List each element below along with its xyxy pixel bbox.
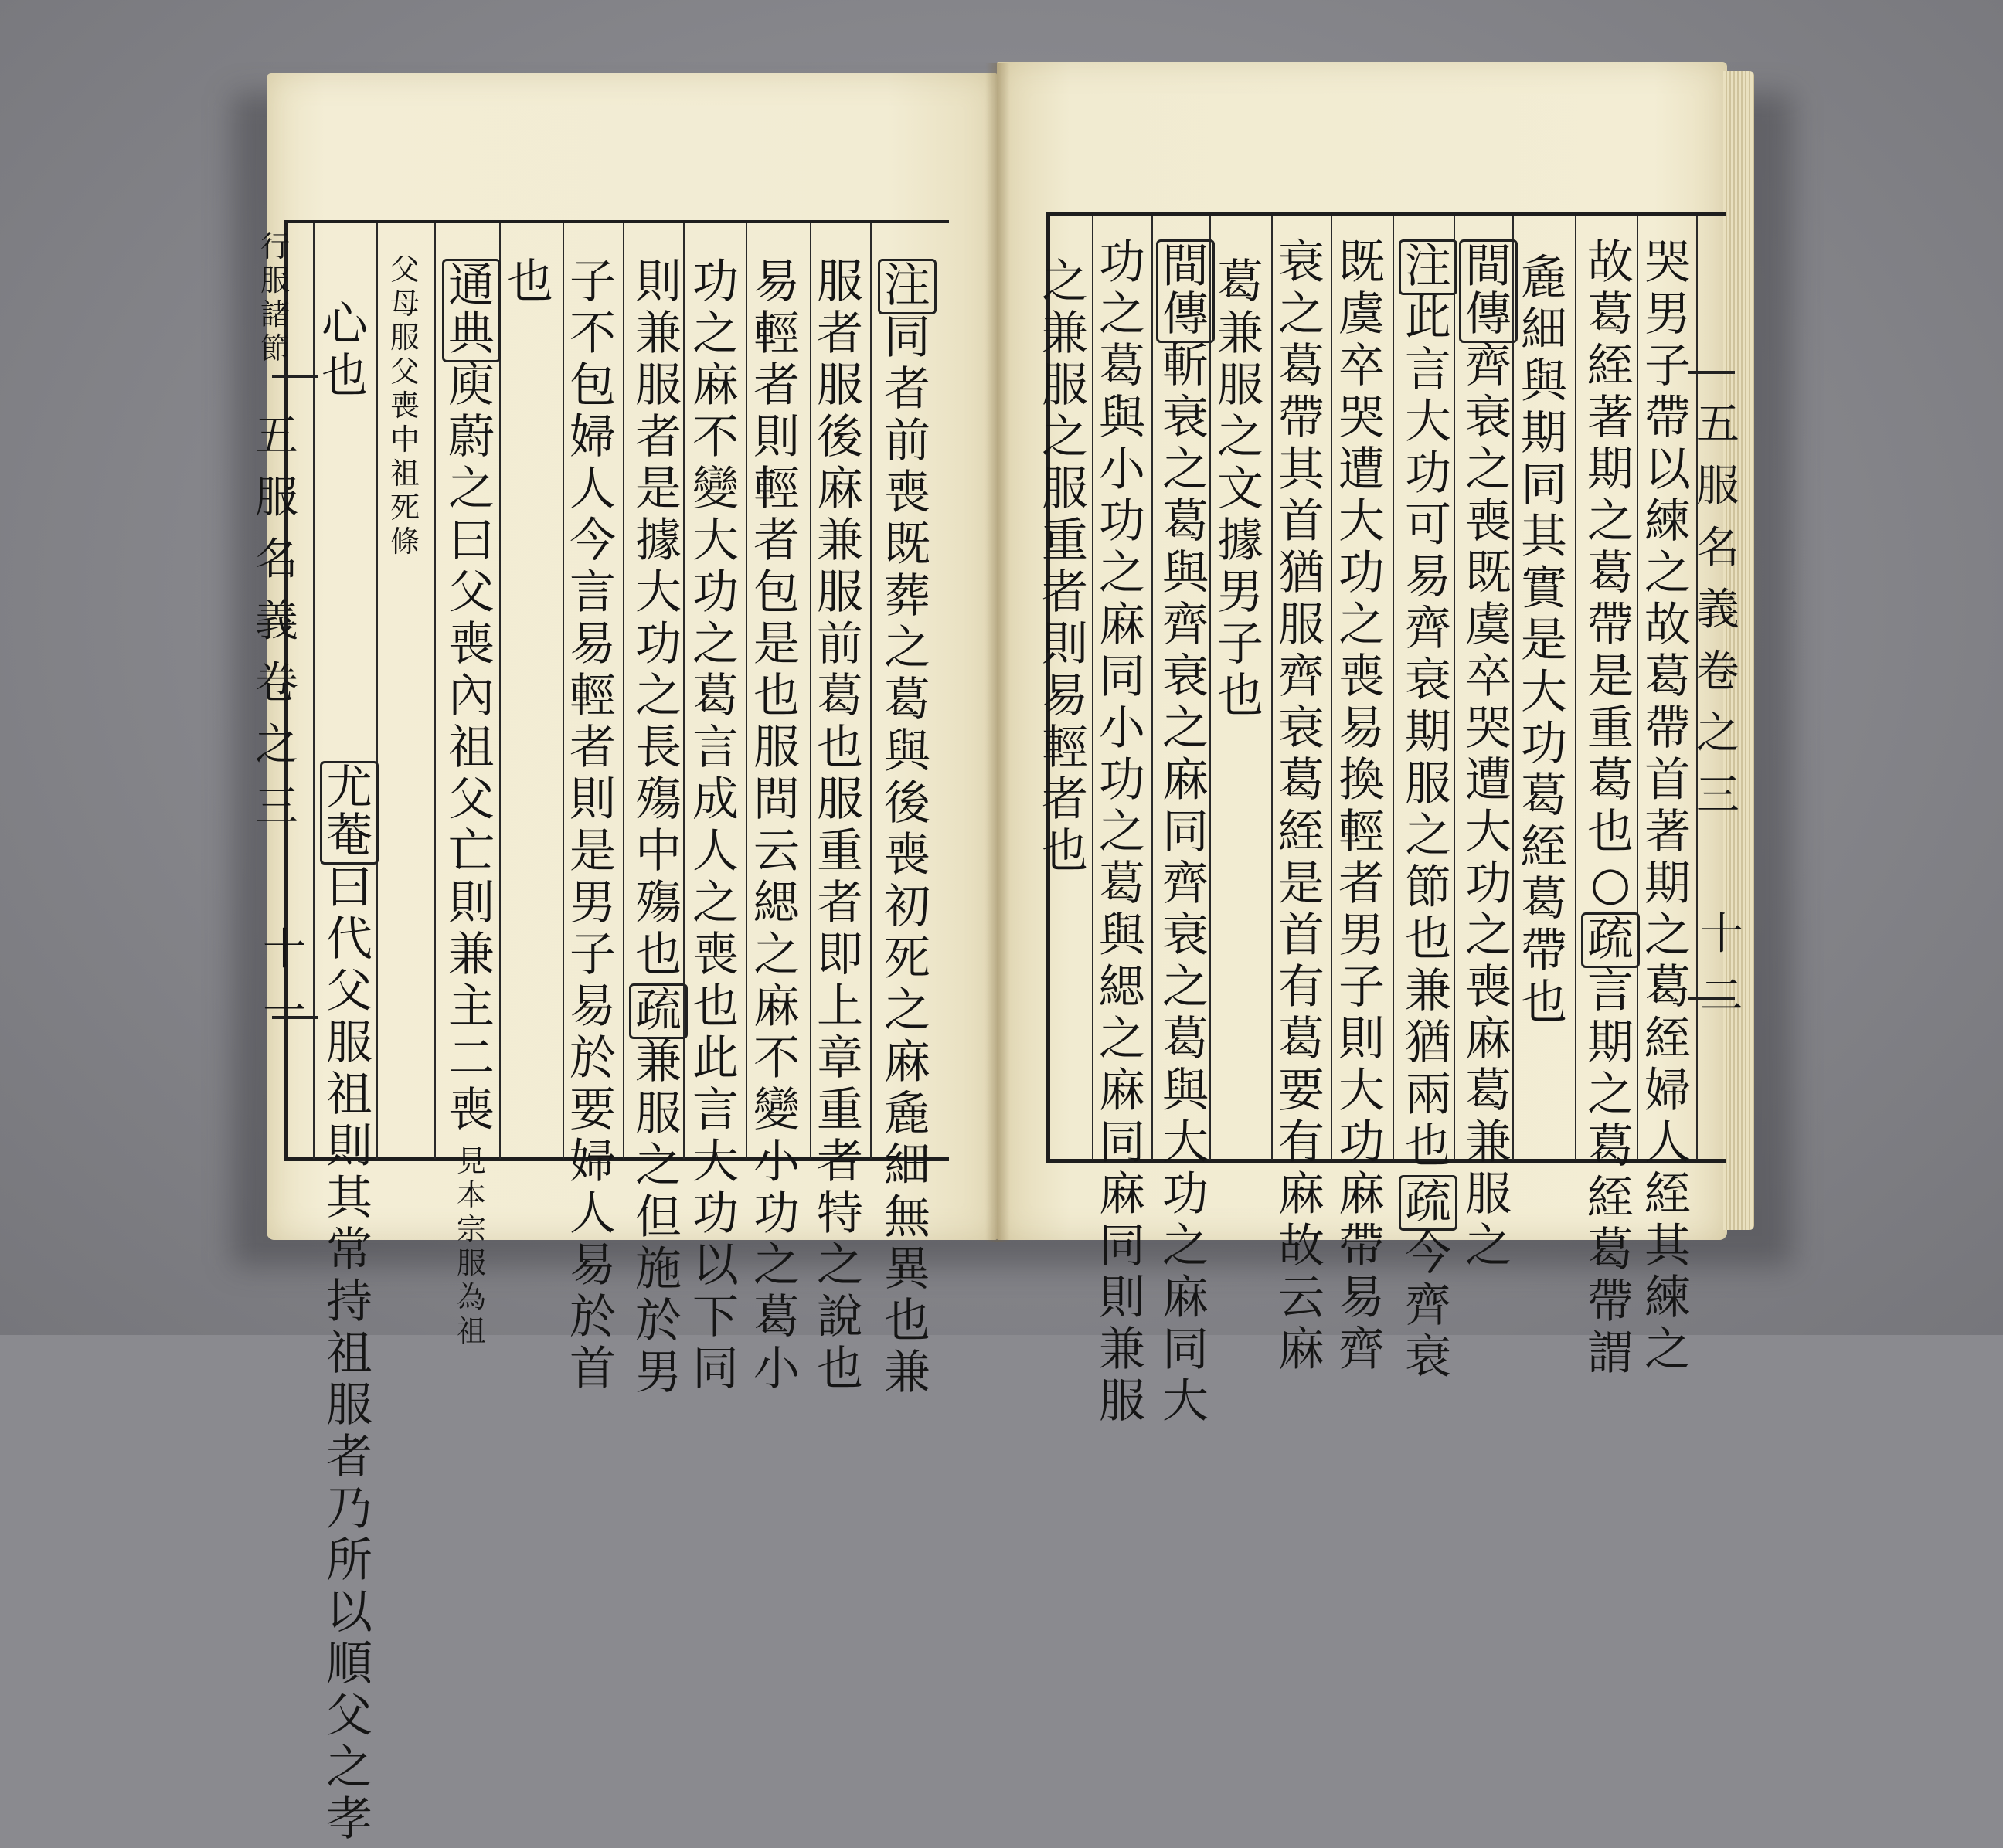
text-column: 注 同 者 前 喪 既 葬 之 葛 與 後 喪 初 死 之 麻 麁 細 無 異 也 兼 [878,259,937,1401]
text-column: 衰 之 葛 帶 其 首 猶 服 齊 衰 葛 絰 是 首 有 葛 要 有 麻 故 云 麻 [1278,236,1325,1377]
column-rule [1575,216,1576,1160]
text-column: 故 葛 絰 著 期 之 葛 帶 是 重 葛 也 ○ 疏 言 期 之 葛 絰 葛 帶 謂 [1581,239,1640,1382]
column-rule [623,223,624,1159]
book-gutter [985,63,1010,1242]
text-column: 間 傳 齊 衰 之 喪 既 虞 卒 哭 遭 大 功 之 喪 麻 葛 兼 服 之 [1459,239,1518,1275]
text-column: 既 虞 卒 哭 遭 大 功 之 喪 易 換 輕 者 男 子 則 大 功 麻 帶 易 齊 [1338,236,1385,1377]
left-margin-label: 行 服 諸 節 [260,229,290,365]
text-column: 間 傳 斬 衰 之 葛 與 齊 衰 之 麻 同 齊 衰 之 葛 與 大 功 之 麻 同 大 [1156,239,1215,1430]
inline-note: 見 本 宗 服 為 祖 [456,1144,486,1348]
annotation-tag: 尤 菴 [320,761,379,865]
right-fish-tail-top [1688,371,1735,374]
annotation-tag: 通 典 [442,259,501,362]
annotation-tag: 注 [1399,239,1457,295]
annotation-tag: 疏 [629,983,688,1039]
left-fish-tail-bottom [272,1016,318,1019]
column-rule [810,223,811,1159]
annotation-tag: 疏 [1399,1175,1457,1231]
column-rule [563,223,564,1159]
right-center-title: 五 服 名 義 卷 之 三 [1696,399,1739,820]
text-column: 之 兼 服 之 服 重 者 則 易 輕 者 也 [1042,255,1088,878]
column-rule [1151,216,1153,1160]
right-fish-tail-bottom [1688,997,1735,1000]
left-folio-number: 十 一 [263,925,306,1037]
annotation-tag: 間 傳 [1156,239,1215,343]
text-column: 易 輕 者 則 輕 者 包 是 也 服 問 云 緦 之 麻 不 變 小 功 之 葛 小 [753,255,800,1396]
column-rule [434,223,436,1159]
annotation-tag: 間 傳 [1459,239,1518,343]
text-column: 麁 細 與 期 同 其 實 是 大 功 葛 絰 葛 帶 也 [1521,251,1567,1030]
text-column: 尤 菴 曰 代 父 服 祖 則 其 常 持 祖 服 者 乃 所 以 順 父 之 孝 [320,761,379,1848]
text-column: 心 也 [321,297,368,403]
left-center-title: 五 服 名 義 卷 之 三 [255,411,298,832]
text-column: 子 不 包 婦 人 今 言 易 輕 者 則 是 男 子 易 於 要 婦 人 易 於 首 [570,255,616,1396]
left-fish-tail-top [272,375,318,378]
annotation-tag: 疏 [1581,912,1640,968]
text-column: 也 [507,255,553,309]
column-rule [1331,216,1332,1160]
column-rule [1092,216,1093,1160]
right-folio-number: 十 二 [1700,909,1743,1021]
column-rule [870,223,872,1159]
annotation-tag: 注 [878,259,937,314]
column-rule [1271,216,1273,1160]
column-rule [746,223,747,1159]
text-column: 葛 兼 服 之 文 據 男 子 也 [1217,255,1263,723]
text-column: 通 典 庾 蔚 之 曰 父 喪 內 祖 父 亡 則 兼 主 二 喪 見 本 宗 服 為 祖 [442,259,501,1350]
text-column: 注 此 言 大 功 可 易 齊 衰 期 服 之 節 也 兼 猶 兩 也 疏 今 齊 衰 [1399,239,1457,1386]
text-column: 則 兼 服 者 是 據 大 功 之 長 殤 中 殤 也 疏 兼 服 之 但 施 於 男 [629,259,688,1401]
text-column: 功 之 麻 不 變 大 功 之 葛 言 成 人 之 喪 也 此 言 大 功 以 下 同 [692,255,739,1396]
text-column: 哭 男 子 帶 以 練 之 故 葛 帶 首 著 期 之 葛 絰 婦 人 絰 其 練 之 [1644,236,1691,1377]
text-column: 父 母 服 父 喪 中 祖 死 條 [389,253,420,559]
column-rule [1393,216,1394,1160]
text-column: 功 之 葛 與 小 功 之 麻 同 小 功 之 葛 與 緦 之 麻 同 麻 同 則 兼 服 [1099,236,1145,1428]
text-column: 服 者 服 後 麻 兼 服 前 葛 也 服 重 者 即 上 章 重 者 特 之 說 也 [817,255,863,1396]
